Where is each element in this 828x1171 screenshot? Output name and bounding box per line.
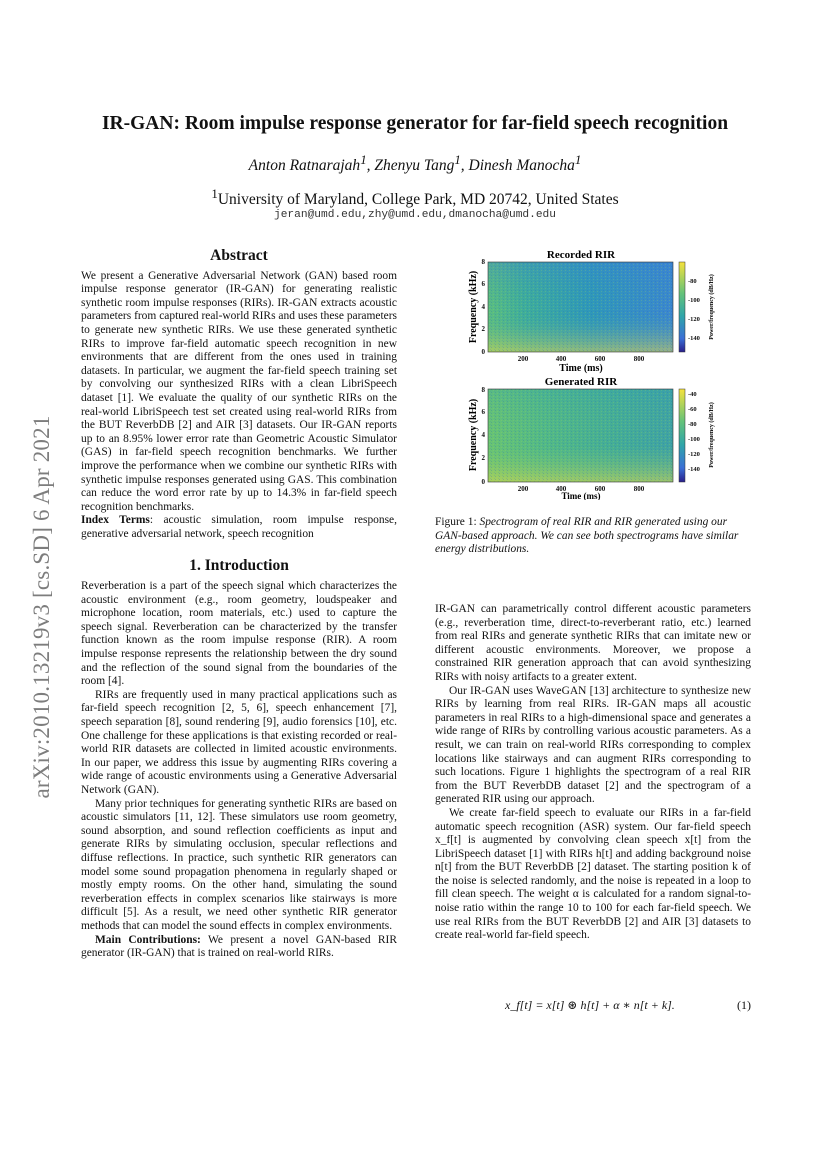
equation-number: (1) [737, 998, 751, 1012]
section-heading-introduction: 1. Introduction [189, 557, 289, 575]
author-list: Anton Ratnarajah$^1$, Zhenyu Tang$^1$, Dinesh Manocha$^1$ [248, 152, 582, 175]
right-column [435, 603, 751, 943]
panel1-cbar-tick: -80 [688, 278, 697, 285]
panel1-ytick: 2 [481, 325, 485, 333]
panel2-ytick: 8 [481, 386, 485, 394]
left-column [81, 249, 397, 961]
panel1-cbar-tick: -140 [688, 335, 700, 342]
author-name: Dinesh Manocha [468, 157, 575, 175]
panel1-colorbar [679, 262, 685, 352]
contributions-paragraph: Main Contributions: We present a novel GAN-based RIR generator (IR-GAN) that is trained on real-world RIRs. [81, 933, 397, 960]
panel1-ytick: 4 [481, 303, 485, 311]
abstract-text: We present a Generative Adversarial Network (GAN) based room impulse response generator (IR-GAN) for generating realistic synthetic room impulse responses (RIRs). IR-GAN extracts acoustic parameters from captured real-world RIRs and uses these parameters to generate new synthetic RIRs. We use these generated synthetic RIRs to improve far-field automatic speech recognition in new environments that are different from the ones used in training datasets. In particular, we augment the far-field speech training set by convolving our synthesized RIRs with a clean LibriSpeech dataset [1]. We evaluate the quality of our synthetic RIRs on the real-world LibriSpeech test set created using real-world RIRs from the BUT ReverbDB [2] and AIR [3] datasets. Our IR-GAN reports up to an 8.95% lower error rate than Geometric Acoustic Simulator (GAS) in far-field speech recognition benchmarks. We further improve the performance when we combine our synthetic RIRs with synthetic impulse responses generated using GAS. This combination can reduce the word error rate by up to 14.3% in far-field speech recognition benchmarks. [81, 269, 397, 513]
arxiv-identifier [22, 372, 62, 842]
panel1-xtick: 800 [633, 355, 645, 363]
panel2-cbar-tick: -100 [688, 436, 700, 443]
caption-text: Spectrogram of real RIR and RIR generated using our GAN-based approach. We can see both spectrograms have similar energy distributions. [435, 516, 739, 556]
intro-paragraph: RIRs are frequently used in many practical applications such as far-field speech recognition [2, 5, 6], speech enhancement [7], speech separation [8], sound rendering [9], audio forensics [10], etc. One challenge for these applications is that existing recorded or real-world RIR datasets are collected in limited acoustic environments. In our paper, we address this issue by augmenting RIRs covering a wide range of acoustic environments using a Generative Adversarial Network (GAN). [81, 688, 397, 796]
panel2-ytick: 4 [481, 431, 485, 439]
figure-1 [463, 248, 753, 500]
panel1-xtick: 200 [517, 355, 529, 363]
panel2-ylabel: Frequency (kHz) [468, 398, 479, 472]
figure-caption [435, 516, 751, 557]
body-paragraph: We create far-field speech to evaluate our RIRs in a far-field automatic speech recognition (ASR) system. Our far-field speech x_f[t] is augmented by convolving clean speech x[t] from the LibriSpeech dataset [1] with RIRs h[t] and adding background noise n[t] from the BUT ReverbDB [2] dataset. The starting position k of the noise is selected randomly, and the noise is repeated in a loop to fill clean speech. The weight α is calculated for a random signal-to-noise ratio within the range 10 to 100 for each far-field speech. We use real RIRs from the BUT ReverbDB [2] and AIR [3] datasets to create real-world far-field speech. [435, 806, 751, 942]
equation-body: x_f[t] = x[t] ⊛ h[t] + α ∗ n[t + k]. [505, 998, 675, 1012]
panel2-xtick: 400 [555, 485, 567, 493]
author-emails: jeran@umd.edu,zhy@umd.edu,dmanocha@umd.edu [274, 209, 556, 221]
panel2-ytick: 2 [481, 454, 485, 462]
panel2-cbar-tick: -40 [688, 391, 697, 398]
panel2-xtick: 600 [594, 485, 606, 493]
panel1-cbar-tick: -120 [688, 316, 700, 323]
panel1-cbar-tick: -100 [688, 297, 700, 304]
panel2-ytick: 6 [481, 408, 485, 416]
panel2-xtick: 200 [517, 485, 529, 493]
arxiv-identifier-text: arXiv:2010.13219v3 [cs.SD] 6 Apr 2021 [29, 415, 54, 799]
panel1-title: Recorded RIR [546, 249, 616, 261]
panel1-xtick: 600 [594, 355, 606, 363]
panel1-ytick: 8 [481, 258, 485, 266]
paper-title: IR-GAN: Room impulse response generator for far-field speech recognition [101, 113, 729, 134]
intro-paragraph: Many prior techniques for generating synthetic RIRs are based on acoustic simulators [11, 12]. These simulators use room geometry, sound absorption, and sound reflection coefficients as input and generate RIRs by simulating occlusion, specular reflections and diffuse reflections. In practice, such synthetic RIR generators can model some sound propagation phenomena in regularly shaped or mostly empty rooms. On the other hand, simulating the sound reverberation effects in complex scenarios like stairways is more difficult [5]. As a result, we need other synthetic RIR generator methods that can model the sound effects in complex environments. [81, 797, 397, 932]
spectrogram-figure [463, 248, 753, 500]
abstract-heading: Abstract [210, 247, 268, 264]
panel2-cbar-tick: -60 [688, 406, 697, 413]
panel2-title: Generated RIR [544, 376, 618, 388]
intro-paragraph: Reverberation is a part of the speech signal which characterizes the acoustic environment (e.g., room geometry, loudspeaker and microphone location, room materials, etc.) used to capture the speech signal. Reverberation can be characterized by the transfer function known as the room impulse response (RIR). A room impulse response represents the relationship between the dry sound and the reflection of the sound signal from the boundaries of the room [4]. [81, 580, 397, 688]
body-paragraph: IR-GAN can parametrically control different acoustic parameters (e.g., reverberation time, direct-to-reverberant ratio, etc.) learned from real RIRs and generate synthetic RIRs that can imitate new or different acoustic environments. Moreover, we propose a constrained RIR generation approach that can avoid synthesizing RIRs with noisy artifacts to a greater extent. [435, 603, 751, 683]
panel2-cbar-tick: -120 [688, 451, 700, 458]
panel2-colorbar [679, 389, 685, 482]
panel1-xtick: 400 [555, 355, 567, 363]
panel1-ylabel: Frequency (kHz) [468, 270, 479, 344]
author-name: Zhenyu Tang [374, 157, 455, 175]
caption-label: Figure 1: [435, 516, 477, 528]
panel2-cbar-tick: -80 [688, 421, 697, 428]
affiliation: $^1$University of Maryland, College Park, MD 20742, United States [211, 186, 619, 209]
panel1-ytick: 0 [481, 348, 485, 356]
panel2-xtick: 800 [633, 485, 645, 493]
panel2-cbar-tick: -140 [688, 466, 700, 473]
panel2-xlabel: Time (ms) [561, 491, 601, 500]
panel1-colorbar-label: Power/frequency (dB/Hz) [709, 274, 715, 340]
author-name: Anton Ratnarajah [248, 157, 361, 175]
panel2-ytick: 0 [481, 478, 485, 486]
panel2-colorbar-label: Power/frequency (dB/Hz) [709, 402, 715, 468]
panel1-xlabel: Time (ms) [559, 363, 603, 374]
index-terms: Index Terms: acoustic simulation, room impulse response, generative adversarial network, speech recognition [81, 514, 397, 540]
body-paragraph: Our IR-GAN uses WaveGAN [13] architecture to synthesize new RIRs by learning from real RIRs. IR-GAN maps all acoustic parameters in real RIRs to a high-dimensional space and generates a wide range of RIRs by controlling various acoustic parameters. As a result, we can train on real-world RIRs corresponding to complex locations like stairways and can augment RIRs corresponding to such locations. Figure 1 highlights the spectrogram of a real RIR from the BUT ReverbDB dataset [2] and the spectrogram of a generated RIR using our approach. [435, 684, 751, 806]
panel1-ytick: 6 [481, 280, 485, 288]
